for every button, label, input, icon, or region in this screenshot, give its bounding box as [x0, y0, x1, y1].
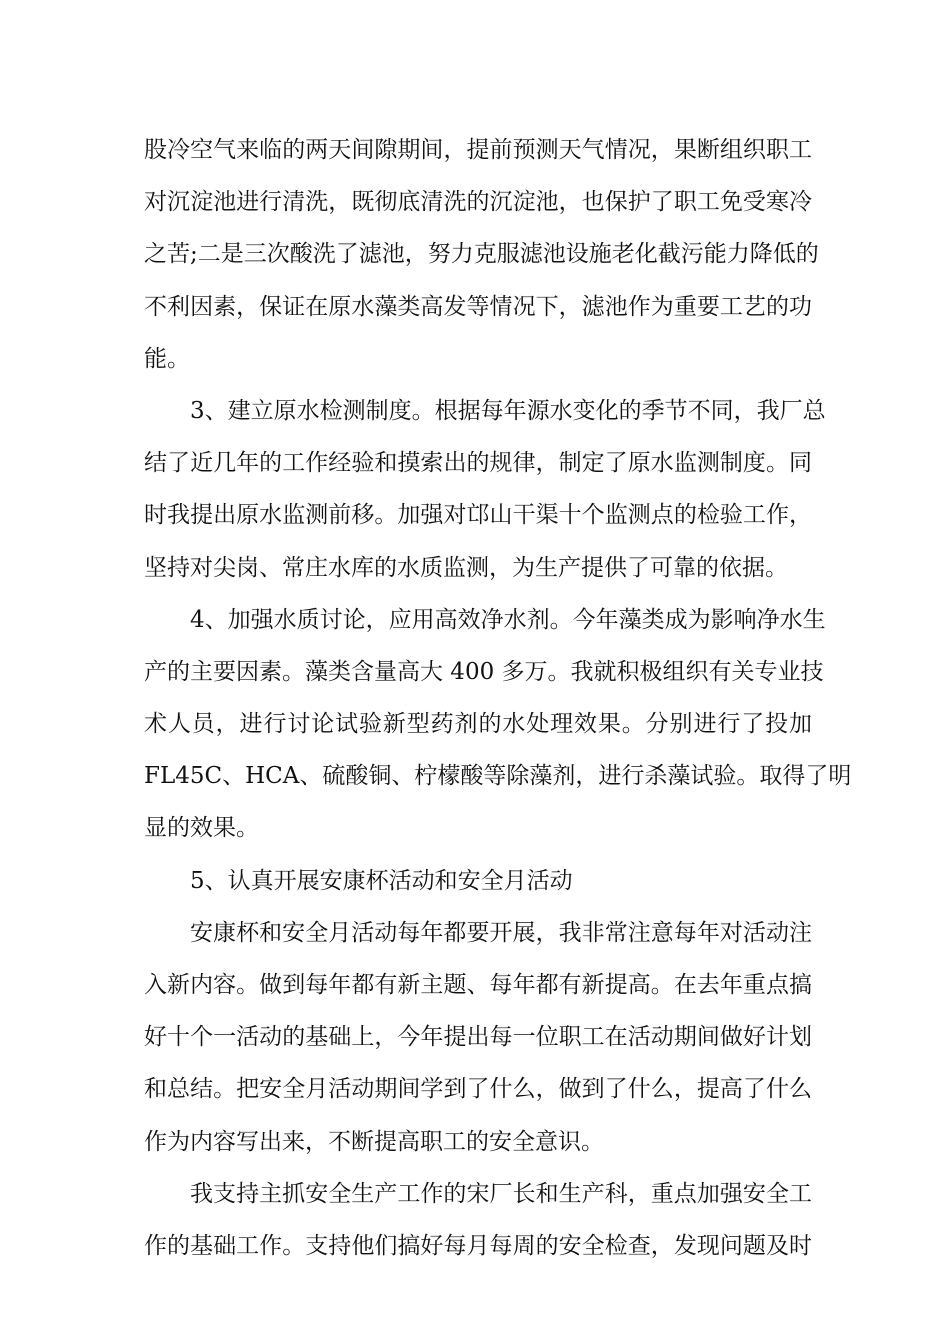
- text-line: 和总结。把安全月活动期间学到了什么，做到了什么，提高了什么: [144, 1076, 812, 1103]
- text-line: 好十个一活动的基础上，今年提出每一位职工在活动期间做好计划: [144, 1024, 812, 1051]
- section-heading: 5、认真开展安康杯活动和安全月活动: [190, 867, 573, 894]
- text-line: 作的基础工作。支持他们搞好每月每周的安全检查，发现问题及时: [144, 1232, 812, 1259]
- text-line: 股冷空气来临的两天间隙期间，提前预测天气情况，果断组织职工: [144, 137, 812, 163]
- paragraph-start-line: 3、建立原水检测制度。根据每年源水变化的季节不同，我厂总: [190, 397, 826, 424]
- paragraph-start-line: 4、加强水质讨论，应用高效净水剂。今年藻类成为影响净水生: [190, 606, 826, 633]
- document-body: [144, 124, 852, 1272]
- text-line: 对沉淀池进行清洗，既彻底清洗的沉淀池，也保护了职工免受寒冷: [144, 189, 812, 216]
- paragraph-start-line: 我支持主抓安全生产工作的宋厂长和生产科，重点加强安全工: [190, 1180, 812, 1207]
- text-line: 坚持对尖岗、常庄水库的水质监测，为生产提供了可靠的依据。: [144, 554, 788, 581]
- text-line: 时我提出原水监测前移。加强对邙山干渠十个监测点的检验工作，: [144, 502, 812, 529]
- paragraph-start-line: 安康杯和安全月活动每年都要开展，我非常注意每年对活动注: [190, 919, 812, 946]
- text-line: 入新内容。做到每年都有新主题、每年都有新提高。在去年重点搞: [144, 972, 812, 998]
- text-line: 产的主要因素。藻类含量高大 400 多万。我就积极组织有关专业技: [144, 658, 824, 685]
- text-line: 作为内容写出来，不断提高职工的安全意识。: [144, 1128, 604, 1155]
- text-line: 结了近几年的工作经验和摸索出的规律，制定了原水监测制度。同: [144, 450, 812, 477]
- text-line: 不利因素，保证在原水藻类高发等情况下，滤池作为重要工艺的功: [144, 293, 812, 320]
- text-line: FL45C、HCA、硫酸铜、柠檬酸等除藻剂，进行杀藻试验。取得了明: [144, 763, 852, 790]
- text-line: 术人员，进行讨论试验新型药剂的水处理效果。分别进行了投加: [144, 711, 812, 738]
- text-line: 显的效果。: [144, 815, 259, 842]
- text-line: 能。: [144, 345, 190, 372]
- text-line: 之苦;二是三次酸洗了滤池，努力克服滤池设施老化截污能力降低的: [144, 241, 819, 268]
